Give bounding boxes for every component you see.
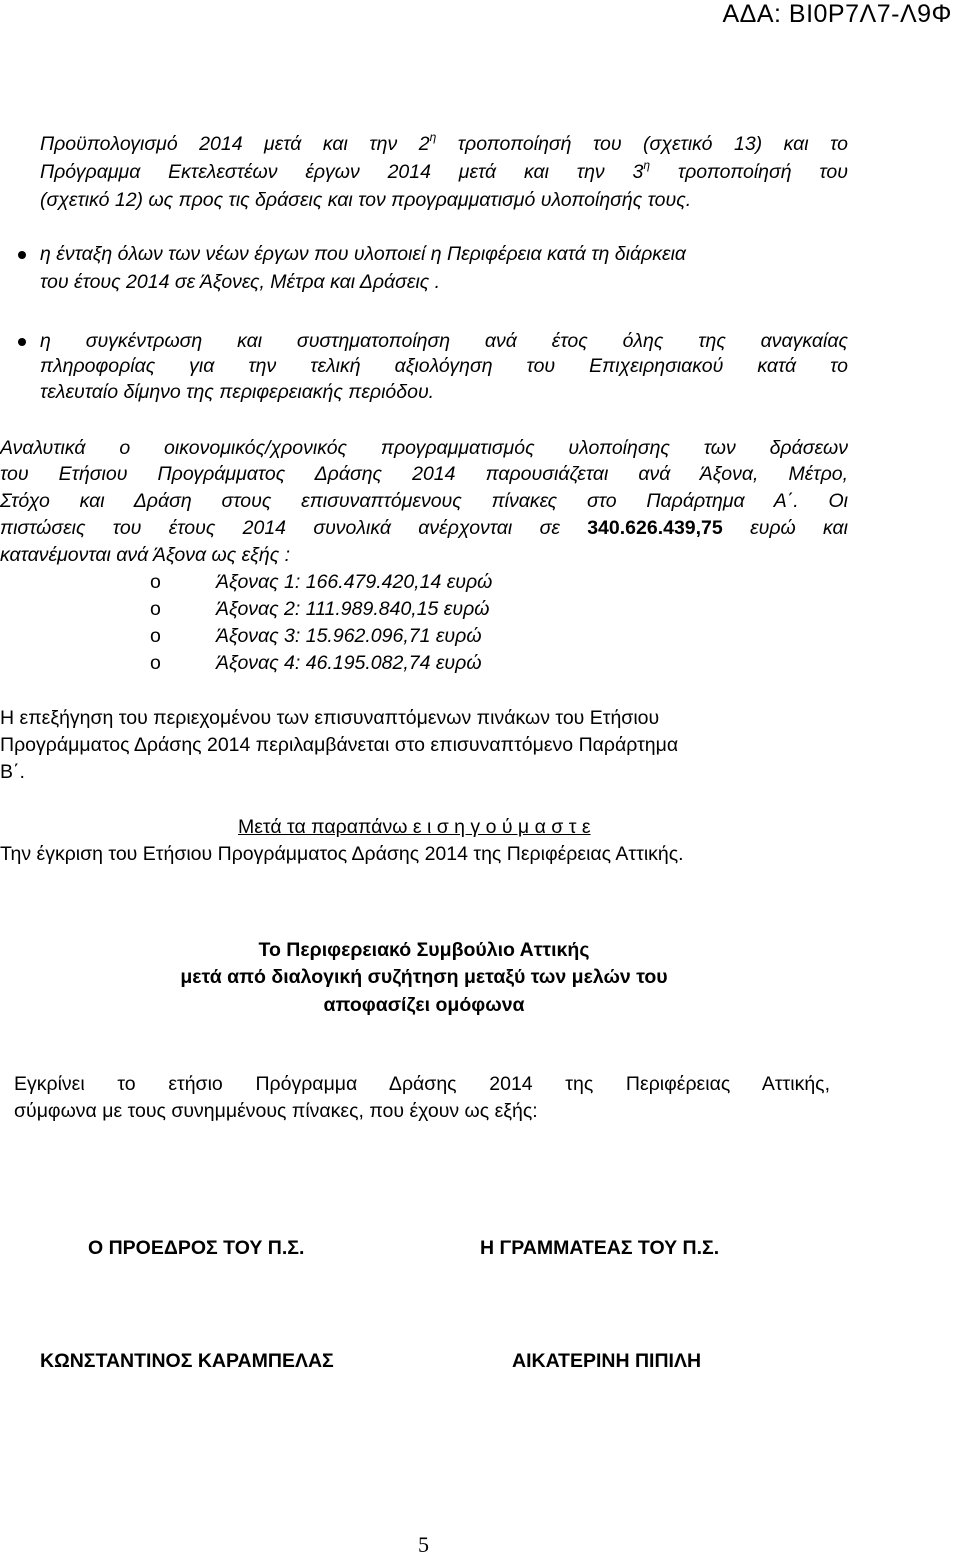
analysis-line-2: του Ετήσιου Προγράμματος Δράσης 2014 παρουσιάζεται ανά Άξονα, Μέτρο,: [0, 463, 848, 485]
axis-marker: o: [150, 652, 161, 674]
intro-line-1-text-a: Προϋπολογισμό 2014 μετά και την 2: [40, 133, 430, 155]
ada-code: ΑΔΑ: ΒΙ0Ρ7Λ7-Λ9Φ: [722, 0, 952, 28]
axis-marker: o: [150, 598, 161, 620]
total-credits-amount: 340.626.439,75: [587, 517, 723, 539]
bullet-1-line-2: του έτους 2014 σε Άξονες, Μέτρα και Δράσεις .: [40, 271, 441, 293]
bullet-1-line-1: η ένταξη όλων των νέων έργων που υλοποιεί η Περιφέρεια κατά τη διάρκεια: [40, 243, 687, 265]
secretary-title: Η ΓΡΑΜΜΑΤΕΑΣ ΤΟΥ Π.Σ.: [480, 1237, 720, 1259]
president-title: Ο ΠΡΟΕΔΡΟΣ ΤΟΥ Π.Σ.: [88, 1237, 305, 1259]
intro-line-1: [40, 130, 848, 158]
intro-line-1-sup: η: [429, 130, 437, 144]
bullet-2-line-2: πληροφορίας για την τελική αξιολόγηση του Επιχειρησιακού κατά το: [40, 355, 848, 377]
bullet-2-line-1: η συγκέντρωση και συστηματοποίηση ανά έτος όλης της αναγκαίας: [40, 330, 848, 352]
intro-line-2-text-b: τροποποίησή του: [650, 161, 848, 183]
explanation-line-3: Β΄.: [0, 761, 25, 783]
analysis-line-4-text-a: πιστώσεις του έτους 2014 συνολικά ανέρχονται σε: [0, 517, 588, 539]
bullet-dot: [18, 251, 26, 259]
approval-line-2: σύμφωνα με τους συνημμένους πίνακες, που έχουν ως εξής:: [14, 1100, 538, 1122]
decision-line-2: μετά από διαλογική συζήτηση μεταξύ των μελών του: [180, 966, 668, 988]
decision-line-3: αποφασίζει ομόφωνα: [323, 994, 525, 1016]
axis-item-1: Άξονας 1: 166.479.420,14 ευρώ: [216, 571, 493, 593]
intro-line-2: [40, 158, 848, 186]
analysis-line-4: [0, 514, 848, 542]
intro-line-3: (σχετικό 12) ως προς τις δράσεις και τον προγραμματισμό υλοποίησής τους.: [40, 189, 692, 211]
axis-item-2: Άξονας 2: 111.989.840,15 ευρώ: [216, 598, 490, 620]
analysis-line-1: Αναλυτικά ο οικονομικός/χρονικός προγραμματισμός υλοποίησης των δράσεων: [0, 437, 848, 459]
explanation-line-2: Προγράμματος Δράσης 2014 περιλαμβάνεται στο επισυναπτόμενο Παράρτημα: [0, 734, 679, 756]
axis-item-4: Άξονας 4: 46.195.082,74 ευρώ: [216, 652, 482, 674]
president-name: ΚΩΝΣΤΑΝΤΙΝΟΣ ΚΑΡΑΜΠΕΛΑΣ: [40, 1350, 334, 1372]
bullet-2-line-3: τελευταίο δίμηνο της περιφερειακής περιόδου.: [40, 381, 435, 403]
approval-line-1: Εγκρίνει το ετήσιο Πρόγραμμα Δράσης 2014 της Περιφέρειας Αττικής,: [14, 1073, 830, 1095]
analysis-line-5: κατανέμονται ανά Άξονα ως εξής :: [0, 544, 291, 566]
axis-marker: o: [150, 625, 161, 647]
explanation-line-1: Η επεξήγηση του περιεχομένου των επισυναπτόμενων πινάκων του Ετήσιου: [0, 707, 660, 729]
intro-line-1-text-b: τροποποίησή του (σχετικό 13) και το: [436, 133, 848, 155]
proposal-heading: Μετά τα παραπάνω ε ι σ η γ ο ύ μ α σ τ ε: [238, 816, 591, 838]
secretary-name: ΑΙΚΑΤΕΡΙΝΗ ΠΙΠΙΛΗ: [512, 1350, 702, 1372]
intro-line-2-sup: η: [643, 158, 650, 172]
decision-line-1: Το Περιφερειακό Συμβούλιο Αττικής: [258, 939, 590, 961]
analysis-line-4-text-b: ευρώ και: [722, 517, 848, 539]
page-number: 5: [418, 1532, 429, 1557]
bullet-dot: [18, 338, 26, 346]
axis-item-3: Άξονας 3: 15.962.096,71 ευρώ: [216, 625, 482, 647]
proposal-text: Την έγκριση του Ετήσιου Προγράμματος Δράσης 2014 της Περιφέρειας Αττικής.: [0, 843, 684, 865]
intro-line-2-text-a: Πρόγραμμα Εκτελεστέων έργων 2014 μετά και την 3: [40, 161, 644, 183]
axis-marker: o: [150, 571, 161, 593]
analysis-line-3: Στόχο και Δράση στους επισυναπτόμενους πίνακες στο Παράρτημα Α΄. Οι: [0, 490, 848, 512]
